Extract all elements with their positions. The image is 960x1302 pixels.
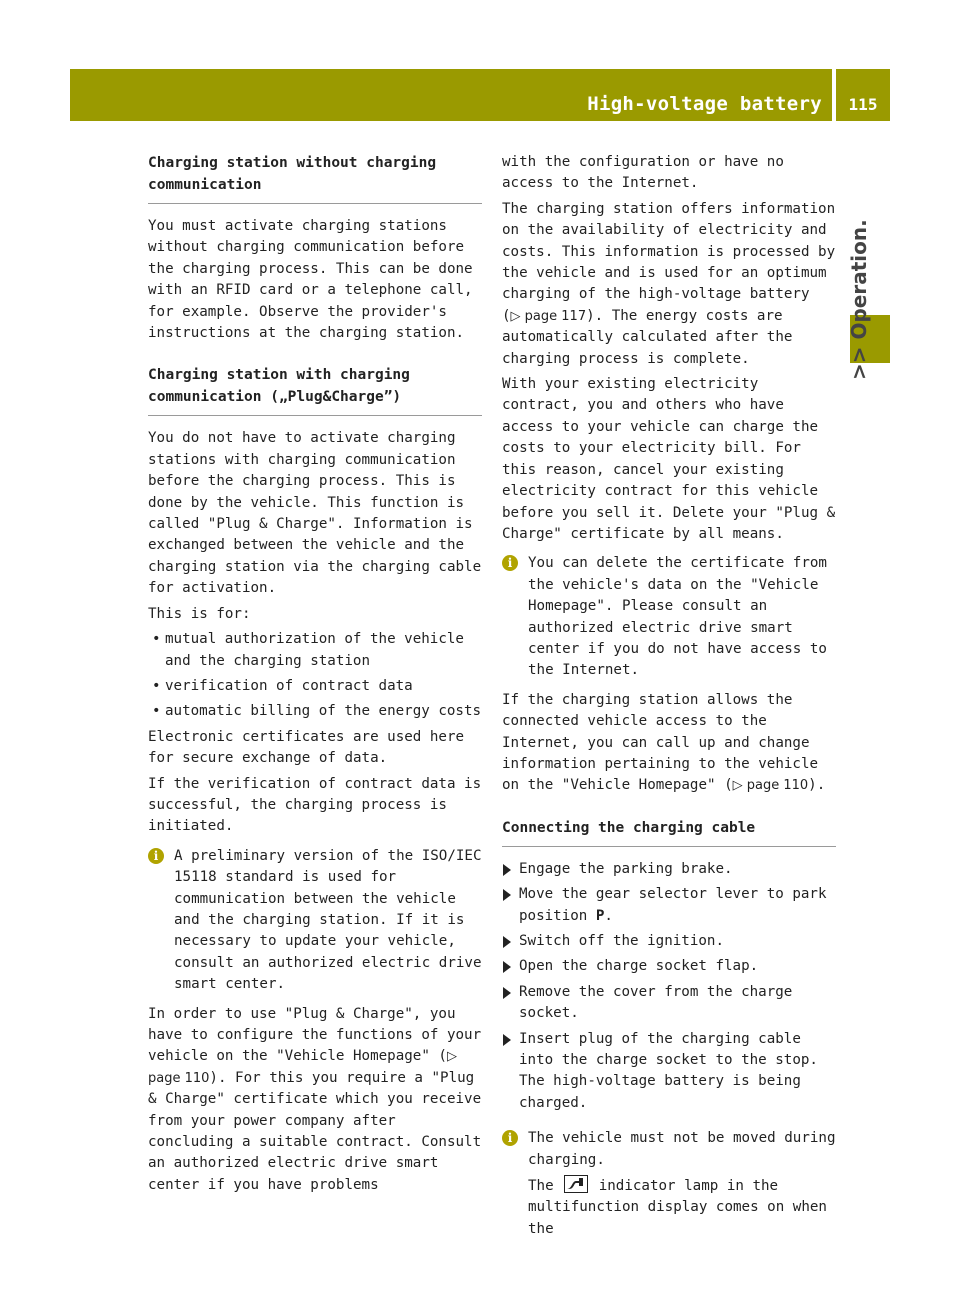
paragraph: with the configuration or have no access to the Internet. — [502, 154, 784, 192]
list-item: • verification of contract data — [148, 676, 482, 697]
page-reference-link[interactable]: ▷ page 110 — [148, 1049, 457, 1086]
chapter-label — [847, 219, 882, 680]
paragraph: With your existing electricity contract, you and others who have access to your vehicle can charge the costs to your electricity bill. For this reason, cancel your existing electricity contract for this vehicle before you sell it. Delete your "Plug & Charge" certificate by all means. — [502, 376, 836, 542]
page-reference-link[interactable]: ▷ page 110 — [732, 778, 809, 794]
step-arrow-icon — [503, 936, 511, 948]
section-title: High-voltage battery — [587, 93, 822, 115]
instruction-step: Engage the parking brake. — [502, 859, 836, 880]
charging-indicator-lamp-icon — [564, 1175, 588, 1193]
paragraph: If the charging station allows the connected vehicle access to the Internet, you can call up and change information pertaining to the vehicle on the "Vehicle Homepage" (▷ page 110). — [502, 691, 826, 794]
info-note-text: You can delete the certificate from the vehicle's data on the "Vehicle Homepage". Please consult an authorized electric drive smart center if you do not have access to the Internet. — [528, 555, 827, 679]
step-arrow-icon — [503, 889, 511, 901]
header-bar — [70, 69, 832, 121]
instruction-step: Switch off the ignition. — [502, 931, 836, 952]
paragraph: You must activate charging stations without charging communication before the charging process. This can be done with an RFID card or a telephone call, for example. Observe the provider's instructions at the charging station. — [148, 218, 473, 342]
list-item: • automatic billing of the energy costs — [148, 701, 482, 722]
info-note-text: The vehicle must not be moved during charging. The indicator lamp in the multifunction display comes on when the — [528, 1130, 836, 1237]
info-note — [502, 1128, 836, 1240]
step-arrow-icon — [503, 987, 511, 999]
step-arrow-icon — [503, 1034, 511, 1046]
paragraph: You do not have to activate charging stations with charging communication before the charging process. This is done by the vehicle. This function is called "Plug & Charge". Information is exchanged between the vehicle and the charging station via the charging cable for activation. — [148, 430, 482, 597]
info-icon: i — [148, 848, 164, 864]
info-icon: i — [502, 555, 518, 571]
info-icon: i — [502, 1130, 518, 1146]
info-note — [502, 553, 836, 681]
list-item: • mutual authorization of the vehicle and the charging station — [148, 629, 482, 672]
info-note-text: A preliminary version of the ISO/IEC 15118 standard is used for communication between the vehicle and the charging station. If it is necessary to update your vehicle, consult an authorized electric drive smart center. — [174, 847, 482, 993]
right-column — [502, 152, 836, 1248]
info-note — [148, 846, 482, 996]
instruction-step: Remove the cover from the charge socket. — [502, 982, 836, 1025]
heading-without-communication: Charging station without charging communication — [148, 152, 482, 204]
heading-connecting-cable: Connecting the charging cable — [502, 817, 836, 847]
instruction-step: Insert plug of the charging cable into the charge socket to the stop. The high-voltage battery is being charged. — [502, 1029, 836, 1115]
heading-with-communication: Charging station with charging communication („Plug&Charge”) — [148, 364, 482, 416]
left-column — [148, 152, 482, 1200]
step-arrow-icon — [503, 961, 511, 973]
paragraph: This is for: — [148, 605, 251, 622]
step-result: The high-voltage battery is being charged. — [519, 1073, 801, 1111]
paragraph: In order to use "Plug & Charge", you have to configure the functions of your vehicle on the "Vehicle Homepage" (▷ page 110). For this you require a "Plug & Charge" certificate which you receive from your power company after concluding a suitable contract. Consult an authorized electric drive smart center if you have problems — [148, 1005, 482, 1193]
instruction-step: Open the charge socket flap. — [502, 956, 836, 977]
paragraph: The charging station offers information on the availability of electricity and costs. This information is processed by the vehicle and is used for an optimum charging of the high-voltage battery (▷ page 117). The energy costs are automatically calculated after the charging process is complete. — [502, 200, 836, 367]
paragraph: If the verification of contract data is successful, the charging process is initiated. — [148, 775, 482, 835]
chapter-label-text: >> Operation. — [847, 219, 871, 380]
paragraph: Electronic certificates are used here for secure exchange of data. — [148, 728, 465, 767]
page-reference-link[interactable]: ▷ page 117 — [510, 308, 587, 324]
page-number: 115 — [836, 69, 890, 121]
instruction-step: Move the gear selector lever to park position P. — [502, 884, 836, 927]
step-arrow-icon — [503, 864, 511, 876]
